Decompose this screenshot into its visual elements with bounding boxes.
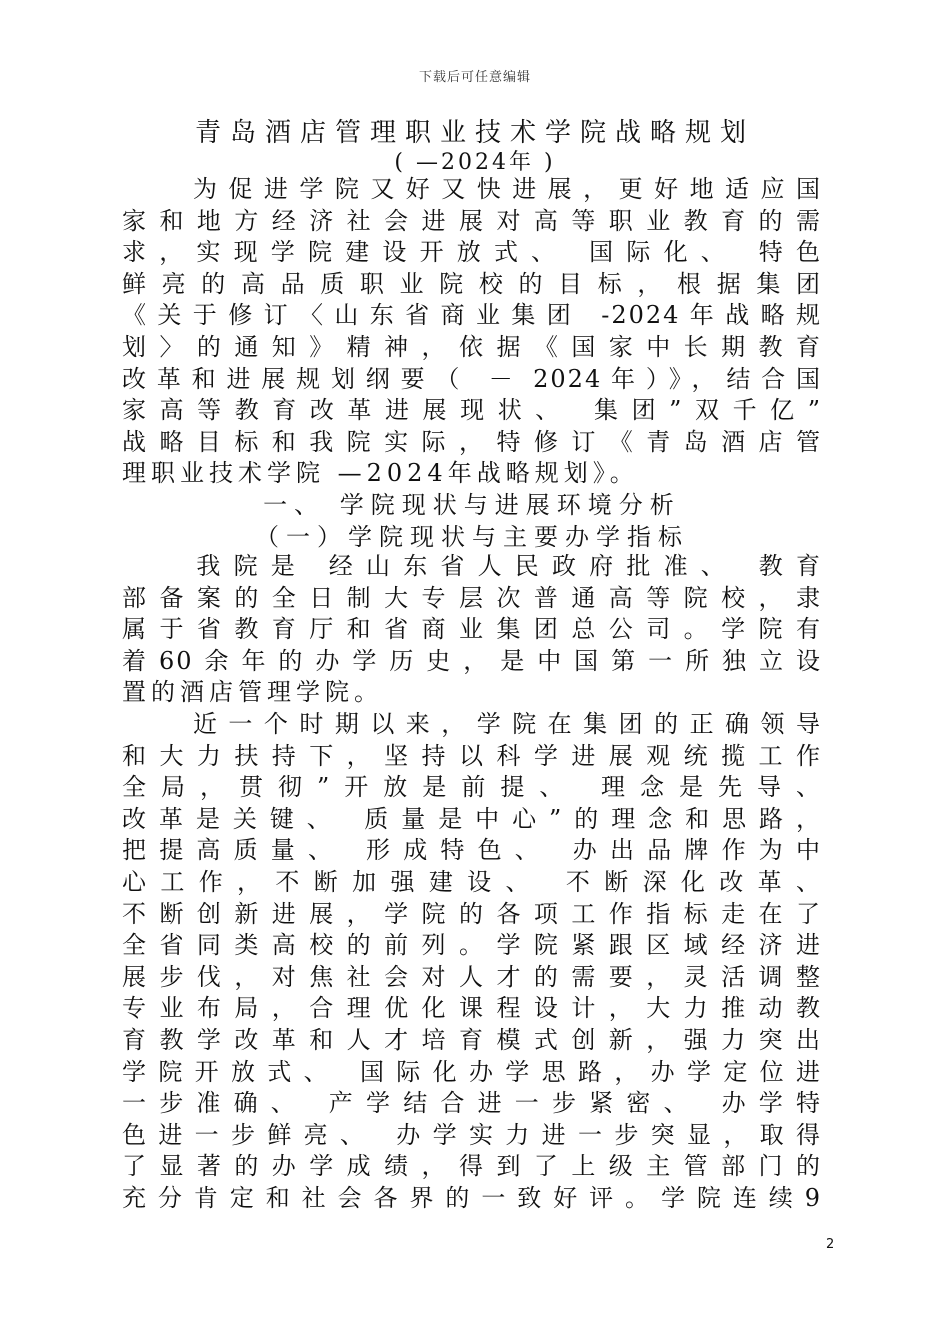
text-line: 改革是关键、 质量是中心”的理念和思路， bbox=[122, 804, 822, 833]
text-line: 把提高质量、 形成特色、 办出品牌作为中 bbox=[122, 836, 822, 865]
page-number: 2 bbox=[826, 1237, 835, 1252]
text-line: 改革和进展规划纲要（ － 2024年）》，结合国 bbox=[122, 364, 822, 393]
intro-paragraph bbox=[122, 174, 822, 553]
text-line: 近一个时期以来，学院在集团的正确领导 bbox=[122, 709, 822, 738]
text-line: 充分肯定和社会各界的一致好评。学院连续9 bbox=[122, 1183, 822, 1212]
text-line: 和大力扶持下，坚持以科学进展观统揽工作 bbox=[122, 741, 822, 770]
text-line: 心工作，不断加强建设、 不断深化改革、 bbox=[122, 867, 822, 896]
text-line: 我院是 经山东省人民政府批准、 教育 bbox=[122, 552, 822, 580]
text-line: 《关于修订〈山东省商业集团 -2024年战略规 bbox=[122, 301, 822, 330]
text-line: 理职业技术学院 —2024年战略规划》。 bbox=[122, 459, 639, 488]
text-line: 色进一步鲜亮、 办学实力进一步突显，取得 bbox=[122, 1120, 822, 1149]
text-line: 不断创新进展，学院的各项工作指标走在了 bbox=[122, 899, 822, 928]
text-line: 战略目标和我院实际，特修订《青岛酒店管 bbox=[122, 427, 822, 456]
text-line: 求，实现学院建设开放式、 国际化、 特色 bbox=[122, 238, 822, 267]
text-line: 全省同类高校的前列。学院紧跟区域经济进 bbox=[122, 931, 822, 960]
text-line: 划〉的通知》精神，依据《国家中长期教育 bbox=[122, 332, 822, 361]
text-line: 部备案的全日制大专层次普通高等院校，隶 bbox=[122, 583, 822, 612]
text-line: 一步准确、 产学结合进一步紧密、 办学特 bbox=[122, 1089, 822, 1118]
text-line: 置的酒店管理学院。 bbox=[122, 678, 383, 707]
document-subtitle: ( —2024年 ) bbox=[394, 150, 556, 175]
text-line: 家和地方经济社会进展对高等职业教育的需 bbox=[122, 206, 822, 235]
section-heading: 一、 学院现状与进展环境分析 bbox=[263, 490, 681, 519]
text-line: 着60余年的办学历史，是中国第一所独立设 bbox=[122, 646, 822, 675]
text-line: 鲜亮的高品质职业院校的目标，根据集团 bbox=[122, 269, 822, 298]
text-line: 展步伐，对焦社会对人才的需要，灵活调整 bbox=[122, 962, 822, 991]
text-line: 为促进学院又好又快进展，更好地适应国 bbox=[122, 175, 822, 203]
text-line: 了显著的办学成绩，得到了上级主管部门的 bbox=[122, 1152, 822, 1181]
text-line: 育教学改革和人才培育模式创新，强力突出 bbox=[122, 1025, 822, 1054]
status-paragraphs bbox=[122, 551, 822, 1214]
text-line: 专业布局，合理优化课程设计，大力推动教 bbox=[122, 994, 822, 1023]
subsection-heading: （一）学院现状与主要办学指标 bbox=[255, 522, 689, 551]
text-line: 全局，贯彻”开放是前提、 理念是先导、 bbox=[122, 773, 822, 802]
text-line: 属于省教育厅和省商业集团总公司。学院有 bbox=[122, 615, 822, 644]
header-note: 下载后可任意编辑 bbox=[418, 70, 531, 85]
document-title: 青岛酒店管理职业技术学院战略规划 bbox=[194, 118, 755, 148]
text-line: 学院开放式、 国际化办学思路，办学定位进 bbox=[122, 1057, 822, 1086]
text-line: 家高等教育改革进展现状、 集团”双千亿” bbox=[122, 396, 822, 425]
